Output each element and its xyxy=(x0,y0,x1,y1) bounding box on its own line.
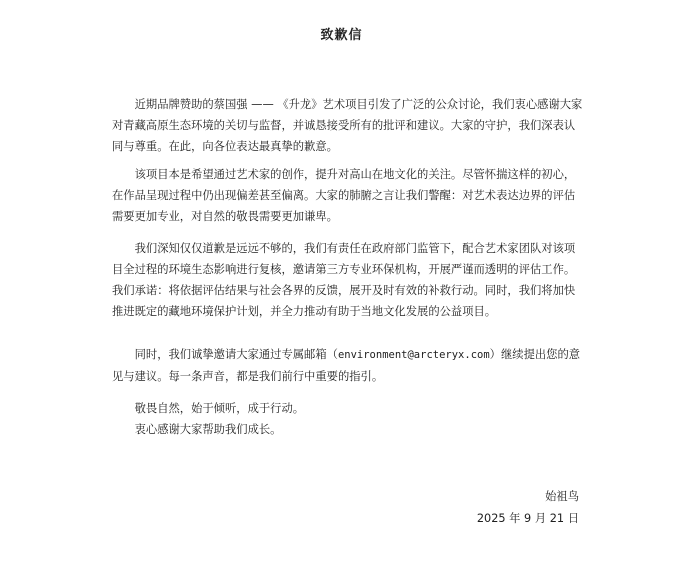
signer-name: 始祖鸟 xyxy=(545,490,579,503)
paragraph-4-after: ）继续提出您的意见与建议。每一条声音，都是我们前行中重要的指引。 xyxy=(112,348,581,383)
paragraph-3 xyxy=(112,238,584,322)
closing-line-2: 衷心感谢大家帮助我们成长。 xyxy=(134,423,282,436)
paragraph-3-text: 我们深知仅仅道歉是远远不够的，我们有责任在政府部门监管下，配合艺术家团队对该项目全过程的环境生态影响进行复核，邀请第三方专业环保机构，开展严谨而透明的评估工作。我们承诺：将依据评估结果与社会各界的反馈，展开及时有效的补救行动。同时，我们将加快推进既定的藏地环境保护计划，并全力推动有助于当地文化发展的公益项目。 xyxy=(112,242,576,318)
paragraph-4 xyxy=(112,344,584,387)
closing-block xyxy=(112,398,584,440)
letter-title: 致歉信 xyxy=(320,28,363,43)
paragraph-4-before: 同时，我们诚挚邀请大家通过专属邮箱（ xyxy=(134,348,338,361)
closing-line-1: 敬畏自然，始于倾听，成于行动。 xyxy=(134,402,305,415)
paragraph-4-text xyxy=(112,344,584,387)
paragraph-1-text: 近期品牌赞助的蔡国强 —— 《升龙》艺术项目引发了广泛的公众讨论，我们衷心感谢大家对青藏高原生态环境的关切与监督，并诚恳接受所有的批评和建议。大家的守护，我们深表认同与尊重。在此，向各位表达最真挚的歉意。 xyxy=(112,98,583,153)
contact-email: environment@arcteryx.com xyxy=(337,349,490,361)
letter-date: 2025 年 9 月 21 日 xyxy=(476,512,579,525)
paragraph-1 xyxy=(112,94,584,157)
paragraph-2 xyxy=(112,164,584,227)
paragraph-2-text: 该项目本是希望通过艺术家的创作，提升对高山在地文化的关注。尽管怀揣这样的初心，在作品呈现过程中仍出现偏差甚至偏离。大家的肺腑之言让我们警醒：对艺术表达边界的评估需要更加专业，对自然的敬畏需要更加谦卑。 xyxy=(112,168,576,223)
